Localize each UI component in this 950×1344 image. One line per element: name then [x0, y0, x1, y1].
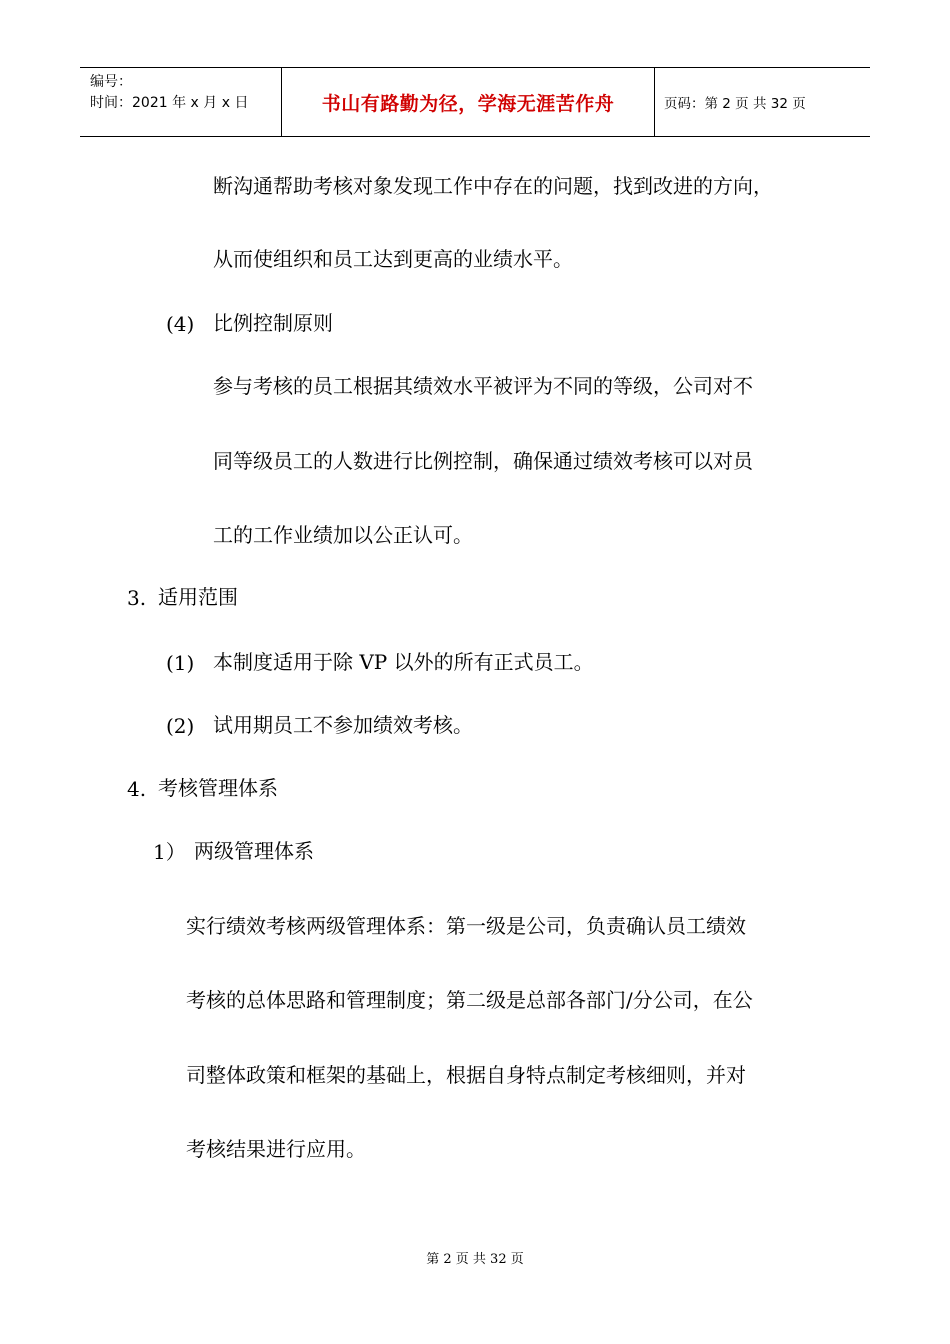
header-motto: 书山有路勤为径，学海无涯苦作舟: [321, 92, 615, 115]
header-page-number: 页码：第 2 页 共 32 页: [664, 96, 806, 112]
paragraph-line: 从而使组织和员工达到更高的业绩水平。: [213, 247, 573, 271]
header-meta: [90, 72, 248, 114]
list-item: 试用期员工不参加绩效考核。: [213, 713, 473, 737]
paragraph-line: 司整体政策和框架的基础上，根据自身特点制定考核细则，并对: [186, 1063, 746, 1087]
header-divider: [654, 68, 655, 136]
item-title: 比例控制原则: [213, 311, 333, 335]
item-number: 1）: [153, 840, 186, 864]
section-number: 4.: [127, 777, 147, 801]
doc-number-label: 编号：: [90, 74, 132, 90]
list-item: 本制度适用于除 VP 以外的所有正式员工。: [213, 650, 594, 674]
item-number: (2): [166, 714, 195, 738]
page-footer: 第 2 页 共 32 页: [426, 1252, 524, 1267]
section-title: 适用范围: [158, 585, 238, 609]
section-title: 考核管理体系: [158, 776, 278, 800]
item-number: (1): [166, 651, 195, 675]
page-header: [80, 67, 870, 137]
date-label: 时间：2021 年 x 月 x 日: [90, 95, 249, 111]
item-number: (4): [166, 312, 195, 336]
paragraph-line: 工的工作业绩加以公正认可。: [213, 523, 473, 547]
paragraph-line: 断沟通帮助考核对象发现工作中存在的问题，找到改进的方向，: [213, 174, 773, 198]
paragraph-line: 实行绩效考核两级管理体系：第一级是公司，负责确认员工绩效: [186, 914, 746, 938]
section-number: 3.: [127, 586, 147, 610]
paragraph-line: 考核的总体思路和管理制度；第二级是总部各部门/分公司，在公: [186, 988, 753, 1012]
paragraph-line: 同等级员工的人数进行比例控制，确保通过绩效考核可以对员: [213, 449, 753, 473]
item-title: 两级管理体系: [194, 839, 314, 863]
paragraph-line: 考核结果进行应用。: [186, 1137, 366, 1161]
paragraph-line: 参与考核的员工根据其绩效水平被评为不同的等级，公司对不: [213, 374, 753, 398]
